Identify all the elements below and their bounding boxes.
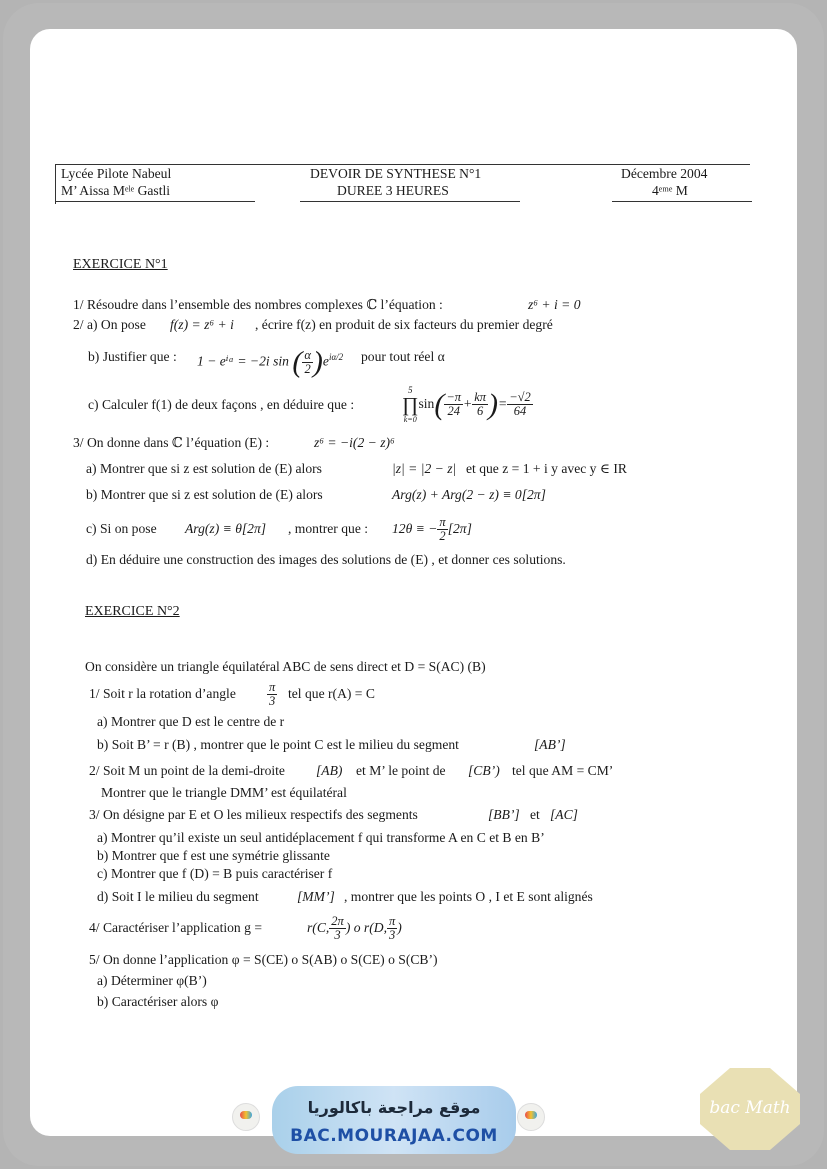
ex1-q2c-prod-upper: 5 <box>407 384 413 395</box>
ex1-q1-text: 1/ Résoudre dans l’ensemble des nombres complexes ℂ l’équation : <box>73 297 443 312</box>
ex1-q2c-frac3: $\frac{-√2}{64}$ <box>509 390 531 419</box>
ex1-q3c-equation: Arg(z) ≡ θ[2π] <box>185 521 267 536</box>
class-level: 4ᵉᵐᵉ M <box>652 183 688 198</box>
ex1-q2a-suffix: , écrire f(z) en produit de six facteurs du premier degré <box>255 317 553 332</box>
exam-duration: DUREE 3 HEURES <box>337 183 449 198</box>
ex2-q2-prefix: 2/ Soit M un point de la demi-droite <box>89 763 285 778</box>
ex1-q2b-paren-close: ) <box>312 345 323 379</box>
ex1-q2c-prod-lower: k=0 <box>403 414 417 424</box>
ex1-q2b-exponent: iα/2 <box>328 352 344 362</box>
ex2-q1-fraction: $\frac{\pi}{3}$ <box>269 680 276 709</box>
left-logo-icon <box>232 1103 260 1131</box>
ex1-q3a-equation: |z| = |2 − z| <box>392 461 457 476</box>
exam-title: DEVOIR DE SYNTHESE N°1 <box>310 166 482 181</box>
ex2-q2-ray2: [CB’) <box>468 763 500 778</box>
bac-math-badge <box>698 1066 802 1152</box>
ex2-q3-segment2: [AC] <box>550 807 578 822</box>
ex2-q3c: c) Montrer que f (D) = B puis caractériser f <box>97 866 333 881</box>
ex1-q3a-prefix: a) Montrer que si z est solution de (E) alors <box>86 461 322 476</box>
ex1-q2c-sin: sin <box>418 396 435 411</box>
site-banner[interactable] <box>272 1086 516 1154</box>
header-right-underline <box>612 201 752 202</box>
ex2-q3b: b) Montrer que f est une symétrie glissante <box>97 848 330 863</box>
ex1-q2c-frac1: $\frac{-\pi}{24}$ <box>446 390 462 419</box>
ex1-q2b-lhs: 1 − eⁱᵅ = −2i sin <box>197 353 289 369</box>
ex1-q2b-suffix: pour tout réel α <box>361 349 445 364</box>
exercise2-title: EXERCICE N°2 <box>85 604 180 619</box>
ex1-q2c-prefix: c) Calculer f(1) de deux façons , en déduire que : <box>88 397 355 412</box>
ex1-q1-equation: z⁶ + i = 0 <box>528 297 581 312</box>
ex2-q5b: b) Caractériser alors φ <box>97 994 219 1009</box>
ex2-q3-prefix: 3/ On désigne par E et O les milieux respectifs des segments <box>89 807 418 822</box>
ex1-q2b-fraction: $\frac{\alpha}{2}$ <box>304 347 311 376</box>
ex2-q2-middle: et M’ le point de <box>356 763 446 778</box>
ex2-q3d-prefix: d) Soit I le milieu du segment <box>97 889 259 904</box>
header-middle-underline <box>300 201 520 202</box>
ex2-q5a: a) Déterminer φ(B’) <box>97 973 207 988</box>
exam-date: Décembre 2004 <box>621 166 708 181</box>
ex2-q2-suffix: tel que AM = CM’ <box>512 763 614 778</box>
ex2-q4-prefix: 4/ Caractériser l’application g = <box>89 920 262 935</box>
ex1-q2a-equation: f(z) = z⁶ + i <box>170 317 234 332</box>
ex1-q2c-plus: + <box>463 396 473 411</box>
ex1-q3b-prefix: b) Montrer que si z est solution de (E) alors <box>86 487 323 502</box>
ex1-q3d-text: d) En déduire une construction des images des solutions de (E) , et donner ces solutions. <box>86 552 566 567</box>
site-banner-url[interactable]: BAC.MOURAJAA.COM <box>290 1126 498 1146</box>
ex2-q4-equation: r(C, $\frac{2\pi}{3}$ ) o r(D, $\frac{\pi}{3}$ ) <box>307 914 402 943</box>
ex2-q4-frac2: $\frac{\pi}{3}$ <box>388 914 396 943</box>
ex2-q1b-segment: [AB’] <box>534 737 566 752</box>
ex1-q3c-prefix: c) Si on pose <box>86 521 157 536</box>
ex1-q2a-prefix: 2/ a) On pose <box>73 317 146 332</box>
ex2-q1a: a) Montrer que D est le centre de r <box>97 714 285 729</box>
ex1-q2b-paren-open: ( <box>292 345 303 379</box>
ex1-q2c-frac2: $\frac{k\pi}{6}$ <box>474 390 487 419</box>
ex2-q2b: Montrer que le triangle DMM’ est équilatéral <box>101 785 347 800</box>
ex2-q3d-suffix: , montrer que les points O , I et E sont alignés <box>344 889 593 904</box>
ex2-q2-ray1: [AB) <box>316 763 343 778</box>
ex2-q1-prefix: 1/ Soit r la rotation d’angle <box>89 686 236 701</box>
ex1-q3b-equation: Arg(z) + Arg(2 − z) ≡ 0[2π] <box>392 487 546 502</box>
ex2-q1b-prefix: b) Soit B’ = r (B) , montrer que le point C est le milieu du segment <box>97 737 459 752</box>
ex2-q1-suffix: tel que r(A) = C <box>288 686 375 701</box>
ex1-q2c-prod-symbol: ∏ <box>402 393 419 416</box>
ex1-q3c-equation2: 12θ ≡ − $\frac{\pi}{2}$ [2π] <box>392 515 472 544</box>
ex1-q3-equation: z⁶ = −i(2 − z)⁶ <box>314 435 395 450</box>
header-left-rule <box>55 164 56 204</box>
ex2-q3-and: et <box>530 807 540 822</box>
ex2-intro: On considère un triangle équilatéral ABC de sens direct et D = S(AC) (B) <box>85 659 486 674</box>
ex1-q3a-suffix: et que z = 1 + i y avec y ∈ IR <box>466 461 627 476</box>
exercise1-title: EXERCICE N°1 <box>73 257 168 272</box>
ex1-q3-text: 3/ On donne dans ℂ l’équation (E) : <box>73 435 270 450</box>
ex2-q3d-segment: [MM’] <box>297 889 335 904</box>
ex2-q4-frac1: $\frac{2\pi}{3}$ <box>331 914 344 943</box>
ex2-q5: 5/ On donne l’application φ = S(CE) o S(AB) o S(CE) o S(CB’) <box>89 952 438 967</box>
ex1-q2b-prefix: b) Justifier que : <box>88 349 177 364</box>
badge-text: bac Math <box>709 1098 791 1118</box>
ex2-q3-segment1: [BB’] <box>488 807 520 822</box>
ex2-q1-fraction-wrap <box>267 676 277 712</box>
ex1-q3c-middle: , montrer que : <box>288 521 369 536</box>
teachers-name: M’ Aissa Mᵉˡᵉ Gastli <box>61 183 171 198</box>
header-top-rule <box>55 164 750 165</box>
ex1-q3c-fraction: $\frac{\pi}{2}$ <box>439 515 446 544</box>
header-left-underline <box>55 201 255 202</box>
ex2-q3a: a) Montrer qu’il existe un seul antidéplacement f qui transforme A en C et B en B’ <box>97 830 545 845</box>
right-logo-icon <box>517 1103 545 1131</box>
ex1-q2c-equals: = <box>498 396 508 411</box>
site-banner-arabic: موقع مراجعة باكالوريا <box>307 1098 481 1117</box>
school-name: Lycée Pilote Nabeul <box>61 166 172 181</box>
ex1-q2b-equation: 1 − eⁱᵅ = −2i sin ( $\frac{\alpha}{2}$ )$e^{i\alpha/2}$ <box>197 345 344 379</box>
ex1-q2c-product: 5 ∏ k=0 sin( $\frac{-\pi}{24}$ + $\frac{k\pi}{6}$ )= $\frac{-√2}{64}$ <box>402 384 531 424</box>
